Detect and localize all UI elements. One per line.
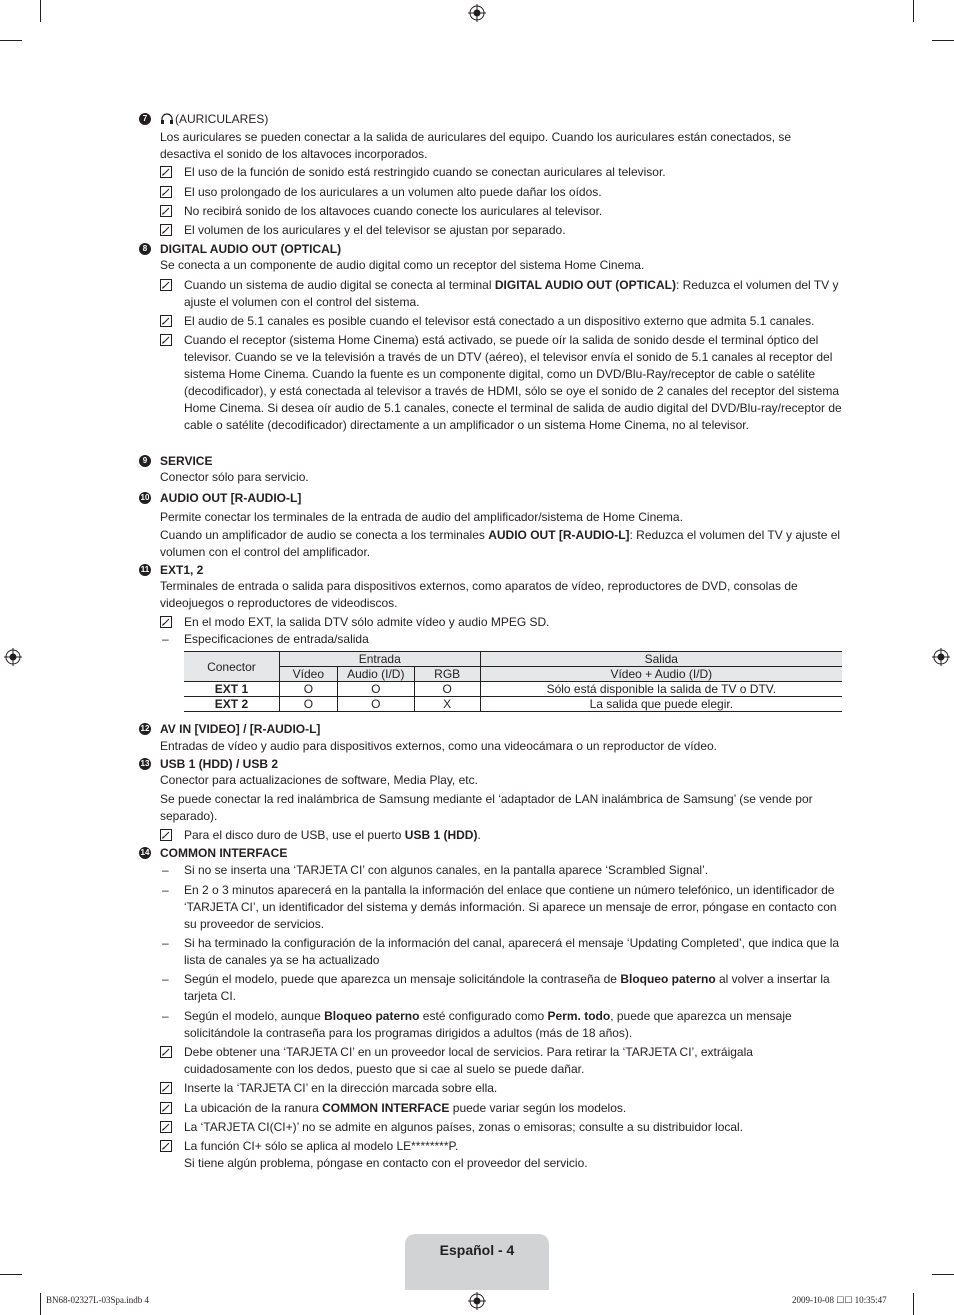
note-icon (160, 616, 172, 628)
note-icon (160, 1082, 172, 1094)
registration-mark-icon (932, 648, 950, 666)
table-header: RGB (414, 667, 480, 682)
headphones-icon (160, 112, 174, 125)
registration-mark-icon (468, 4, 486, 22)
section-body: Se conecta a un componente de audio digital como un receptor del sistema Home Cinema. (160, 258, 645, 272)
table-header: Entrada (279, 652, 480, 667)
print-slug-date: 2009-10-08 ☐☐ 10:35:47 (792, 1295, 887, 1305)
registration-mark-icon (468, 1292, 486, 1310)
note-icon (160, 166, 172, 178)
note-icon (160, 1140, 172, 1152)
section-number: 10 (140, 493, 150, 502)
section-number: 9 (139, 455, 151, 467)
crop-mark (0, 40, 22, 41)
section-number: 14 (140, 848, 150, 857)
note-icon (160, 186, 172, 198)
section-number: 7 (139, 113, 151, 125)
note-icon (160, 279, 172, 291)
note-icon (160, 224, 172, 236)
table-header: Vídeo (279, 667, 337, 682)
table-header: Conector (184, 652, 279, 682)
note-icon (160, 315, 172, 327)
note-icon (160, 334, 172, 346)
crop-mark (932, 40, 954, 41)
crop-mark (40, 0, 41, 22)
note-icon (160, 1046, 172, 1058)
section-title: EXT1, 2 (160, 563, 204, 577)
io-spec-table (184, 651, 842, 712)
section-number: 11 (140, 565, 150, 574)
crop-mark (913, 0, 914, 22)
section-body: Entradas de vídeo y audio para dispositivos externos, como una videocámara o un reproductor de vídeo. (160, 739, 717, 753)
note-icon (160, 829, 172, 841)
section-body: Permite conectar los terminales de la entrada de audio del amplificador/sistema de Home Cinema. (160, 510, 683, 524)
crop-mark (913, 1293, 914, 1315)
section-title: SERVICE (160, 454, 213, 468)
section-body: Se puede conectar la red inalámbrica de Samsung mediante el ‘adaptador de LAN inalámbrica de Samsung’ (se vende por separado). (160, 792, 813, 823)
crop-mark (40, 1293, 41, 1315)
section-title: COMMON INTERFACE (160, 846, 288, 860)
registration-mark-icon (4, 648, 22, 666)
section-title: USB 1 (HDD) / USB 2 (160, 757, 279, 771)
section-number: 8 (139, 243, 151, 255)
table-header: Audio (I/D) (337, 667, 414, 682)
section-title: AUDIO OUT [R-AUDIO-L] (160, 491, 302, 505)
table-row: EXT 1 O O O Sólo está disponible la salida de TV o DTV. (184, 682, 842, 697)
note-icon (160, 205, 172, 217)
page-number: Español - 4 (439, 1242, 515, 1258)
section-title: (AURICULARES) (175, 112, 269, 126)
table-row: EXT 2 O O X La salida que puede elegir. (184, 697, 842, 712)
section-title: AV IN [VIDEO] / [R-AUDIO-L] (160, 722, 321, 736)
section-number: 13 (140, 759, 150, 768)
section-body: Conector para actualizaciones de software, Media Play, etc. (160, 773, 478, 787)
section-number: 12 (140, 724, 150, 733)
note-icon (160, 1121, 172, 1133)
table-header: Vídeo + Audio (I/D) (480, 667, 842, 682)
section-body: Conector sólo para servicio. (160, 470, 309, 484)
note-icon (160, 1102, 172, 1114)
crop-mark (0, 1274, 22, 1275)
section-body: Terminales de entrada o salida para dispositivos externos, como aparatos de vídeo, reproductores de DVD, consolas de videojuegos o reproductores de videodiscos. (160, 579, 798, 610)
section-body: Los auriculares se pueden conectar a la salida de auriculares del equipo. Cuando los auriculares están conectados, se desactiva el sonido de los altavoces incorporados. (160, 130, 792, 161)
print-slug-file: BN68-02327L-03Spa.indb 4 (46, 1295, 149, 1305)
section-body: Cuando un amplificador de audio se conecta a los terminales AUDIO OUT [R-AUDIO-L]: Reduzca el volumen del TV y ajuste el volumen con el control del amplificador. (160, 528, 841, 559)
crop-mark (932, 1274, 954, 1275)
section-title: DIGITAL AUDIO OUT (OPTICAL) (160, 242, 342, 256)
table-header: Salida (480, 652, 842, 667)
